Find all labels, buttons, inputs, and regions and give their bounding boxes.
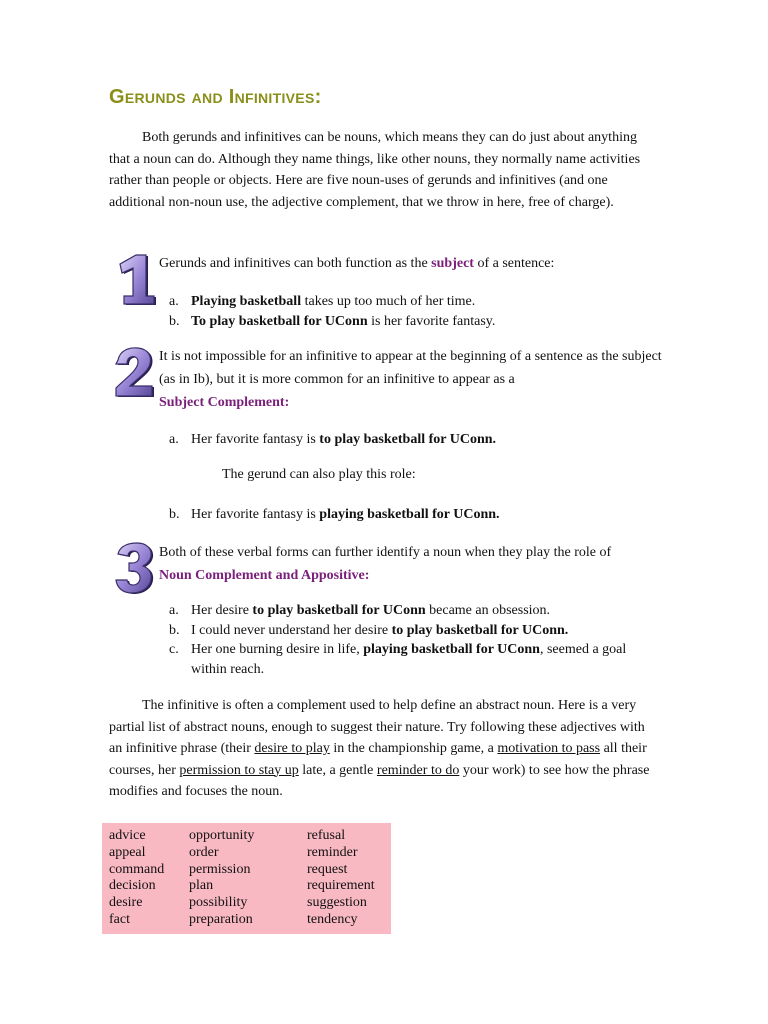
- noun-cell: possibility: [189, 895, 248, 911]
- section-3-intro: Both of these verbal forms can further identify a noun when they play the role of: [159, 545, 612, 560]
- example-bold: to play basketball for UConn: [252, 603, 426, 618]
- example-text: Her favorite fantasy is: [191, 507, 320, 522]
- noun-column-2: [189, 828, 254, 929]
- noun-cell: desire: [109, 895, 143, 911]
- noun-complement-keyword: Noun Complement and Appositive:: [159, 568, 370, 583]
- gerund-note: The gerund can also play this role:: [222, 467, 416, 482]
- example-text: Her favorite fantasy is: [191, 432, 320, 447]
- noun-cell: command: [109, 861, 165, 877]
- section-1-text: Gerunds and infinitives can both function as the: [159, 256, 432, 271]
- abstract-noun-table: [102, 823, 391, 934]
- list-marker: a.: [169, 432, 179, 447]
- list-marker: a.: [169, 294, 179, 309]
- section-2-example-b: [159, 505, 649, 525]
- list-marker: a.: [169, 603, 179, 618]
- example-text: is her favorite fantasy.: [367, 313, 496, 329]
- paragraph-text: late, a gentle: [298, 762, 377, 778]
- abstract-noun-paragraph: [109, 695, 657, 803]
- example-bold: playing basketball for UConn: [363, 642, 540, 657]
- page-title: Gerunds and Infinitives:: [109, 86, 322, 108]
- example-text: Her one burning desire in life,: [191, 642, 364, 657]
- list-item: [159, 640, 651, 679]
- example-phrase: motivation to pass: [497, 741, 601, 756]
- paragraph-text: The infinitive is often a complement used to help define an abstract noun. Here is a very partial list of abstract nouns, enough to suggest their nature. Try following these adjectives with an infinitive phrase (their: [109, 698, 645, 756]
- noun-cell: decision: [109, 878, 156, 894]
- noun-cell: plan: [189, 878, 214, 894]
- number-three-icon: [112, 540, 158, 596]
- example-text: takes up too much of her time.: [301, 294, 476, 309]
- number-two-icon: [112, 344, 158, 400]
- example-bold: to play basketball for UConn.: [319, 432, 497, 447]
- noun-column-1: [109, 828, 164, 929]
- noun-cell: advice: [109, 828, 146, 843]
- example-bold: to play basketball for UConn.: [391, 622, 569, 638]
- subject-keyword: subject: [431, 256, 474, 271]
- number-one-icon: [112, 250, 158, 306]
- noun-cell: appeal: [109, 844, 146, 860]
- example-text-end: became an obsession.: [425, 603, 551, 618]
- section-2-example-a: [159, 430, 649, 450]
- section-1-intro: [159, 252, 669, 275]
- noun-cell: refusal: [307, 828, 346, 843]
- intro-paragraph: Both gerunds and infinitives can be nouns, which means they can do just about anything that a noun can do. Although they name things, like other nouns, they normally name activities rather than people or objects. Here are five noun-uses of gerunds and infinitives (and one additional non-noun use, the adjective complement, that we throw in here, free of charge).: [109, 130, 641, 210]
- example-bold: Playing basketball: [191, 294, 302, 309]
- example-bold: To play basketball for UConn: [191, 313, 368, 329]
- example-text: Her desire: [191, 603, 253, 618]
- example-text-end: , seemed a goal within reach.: [191, 642, 627, 677]
- paragraph-text: your work) to see how the phrase modifies and focuses the noun.: [109, 762, 650, 799]
- list-item: [159, 601, 649, 621]
- section-3-examples: [159, 601, 649, 679]
- list-item: [159, 430, 649, 450]
- list-marker: b.: [169, 622, 180, 638]
- paragraph-text: all their courses, her: [109, 741, 647, 778]
- noun-cell: request: [307, 861, 348, 877]
- noun-cell: reminder: [307, 844, 358, 860]
- list-item: [159, 621, 649, 641]
- noun-cell: suggestion: [307, 895, 367, 911]
- list-marker: b.: [169, 507, 180, 522]
- example-phrase: reminder to do: [376, 762, 460, 778]
- list-item: [159, 312, 649, 332]
- paragraph-text: in the championship game, a: [329, 741, 498, 756]
- noun-cell: opportunity: [189, 828, 255, 843]
- noun-cell: tendency: [307, 911, 358, 927]
- section-2-intro: It is not impossible for an infinitive to appear at the beginning of a sentence as the subject (as in Ib), but it is more common for an infinitive to appear as a: [159, 349, 662, 387]
- noun-cell: requirement: [307, 878, 375, 894]
- noun-cell: preparation: [189, 911, 253, 927]
- section-1-examples: [159, 292, 649, 331]
- noun-cell: order: [189, 844, 219, 860]
- noun-column-3: [307, 828, 375, 929]
- section-1-text-end: of a sentence:: [473, 256, 555, 271]
- example-phrase: permission to stay up: [179, 762, 299, 778]
- list-marker: b.: [169, 313, 180, 329]
- noun-cell: permission: [189, 861, 251, 877]
- example-text: I could never understand her desire: [191, 622, 392, 638]
- list-item: [159, 505, 649, 525]
- list-item: [159, 292, 649, 312]
- example-phrase: desire to play: [254, 741, 330, 756]
- example-bold: playing basketball for UConn.: [319, 507, 500, 522]
- subject-complement-keyword: Subject Complement:: [159, 395, 290, 410]
- list-marker: c.: [169, 642, 179, 657]
- noun-cell: fact: [109, 911, 130, 927]
